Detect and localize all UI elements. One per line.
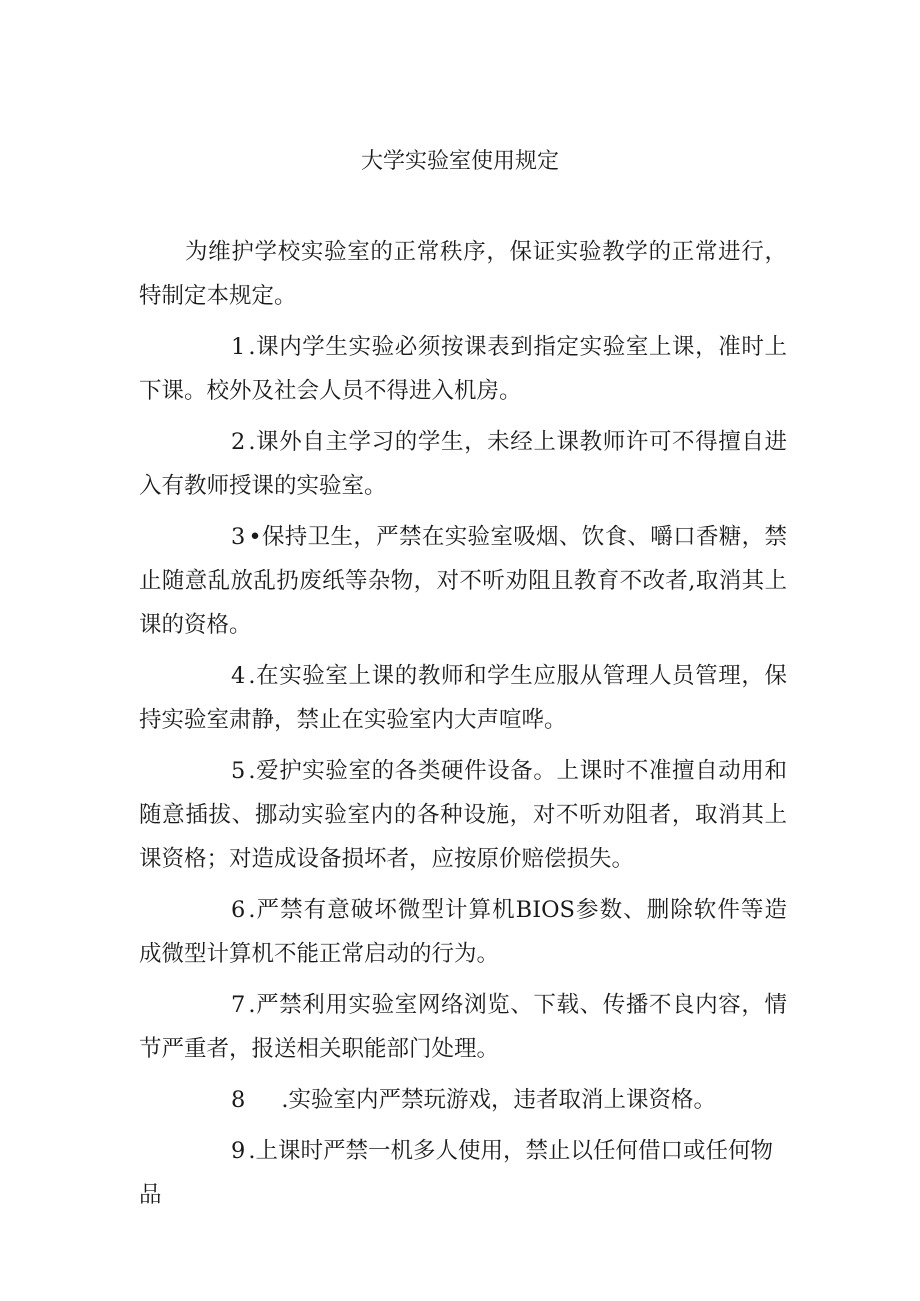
rule-item xyxy=(139,420,787,508)
rule-number: 7 xyxy=(231,992,246,1018)
rule-separator: . xyxy=(248,1138,256,1164)
rule-text: 上课时严禁一机多人使用，禁止以任何借口或任何物品 xyxy=(139,1138,773,1208)
rule-separator: . xyxy=(248,429,256,455)
rule-text: 课外自主学习的学生，未经上课教师许可不得擅自进入有教师授课的实验室。 xyxy=(139,429,787,499)
rule-item xyxy=(139,1129,787,1217)
rule-separator: . xyxy=(248,758,256,784)
rule-number: 9 xyxy=(231,1138,246,1164)
rule-item xyxy=(139,749,787,881)
rule-separator: . xyxy=(281,1087,289,1113)
rule-separator: . xyxy=(248,992,256,1018)
document-body xyxy=(139,230,787,1224)
rule-number: 4 xyxy=(231,663,246,689)
rule-text: 实验室内严禁玩游戏，违者取消上课资格。 xyxy=(288,1087,716,1113)
rule-text: 严禁有意破坏微型计算机BIOS参数、删除软件等造成微型计算机不能正常启动的行为。 xyxy=(139,897,787,967)
rule-item xyxy=(139,515,787,647)
rule-text: 爱护实验室的各类硬件设备。上课时不准擅自动用和随意插拔、挪动实验室内的各种设施，对不听劝阻者，取消其上课资格；对造成设备损坏者，应按原价赔偿损失。 xyxy=(139,758,787,872)
rule-number: 1 xyxy=(231,334,246,360)
rule-item xyxy=(139,983,787,1071)
rule-item xyxy=(139,325,787,413)
rule-separator: . xyxy=(248,663,256,689)
rule-text: 在实验室上课的教师和学生应服从管理人员管理，保持实验室肃静，禁止在实验室内大声喧哗。 xyxy=(139,663,787,733)
rule-separator: . xyxy=(248,334,256,360)
rule-text: 保持卫生，严禁在实验室吸烟、饮食、嚼口香糖，禁止随意乱放乱扔废纸等杂物，对不听劝阻且教育不改者,取消其上课的资格。 xyxy=(139,524,787,638)
rule-item xyxy=(139,654,787,742)
rule-item xyxy=(139,888,787,976)
rule-separator: . xyxy=(248,897,256,923)
rule-item xyxy=(139,1078,787,1122)
rule-text: 课内学生实验必须按课表到指定实验室上课，准时上下课。校外及社会人员不得进入机房。 xyxy=(139,334,787,404)
rule-number: 3 xyxy=(231,524,246,550)
rule-number: 5 xyxy=(231,758,246,784)
intro-paragraph: 为维护学校实验室的正常秩序，保证实验教学的正常进行，特制定本规定。 xyxy=(139,239,787,309)
rule-text: 严禁利用实验室网络浏览、下载、传播不良内容，情节严重者，报送相关职能部门处理。 xyxy=(139,992,787,1062)
rule-number: 8 xyxy=(231,1087,246,1113)
rule-number: 6 xyxy=(231,897,246,923)
rule-number: 2 xyxy=(231,429,246,455)
document-title: 大学实验室使用规定 xyxy=(360,149,559,174)
rule-separator: • xyxy=(248,524,262,550)
